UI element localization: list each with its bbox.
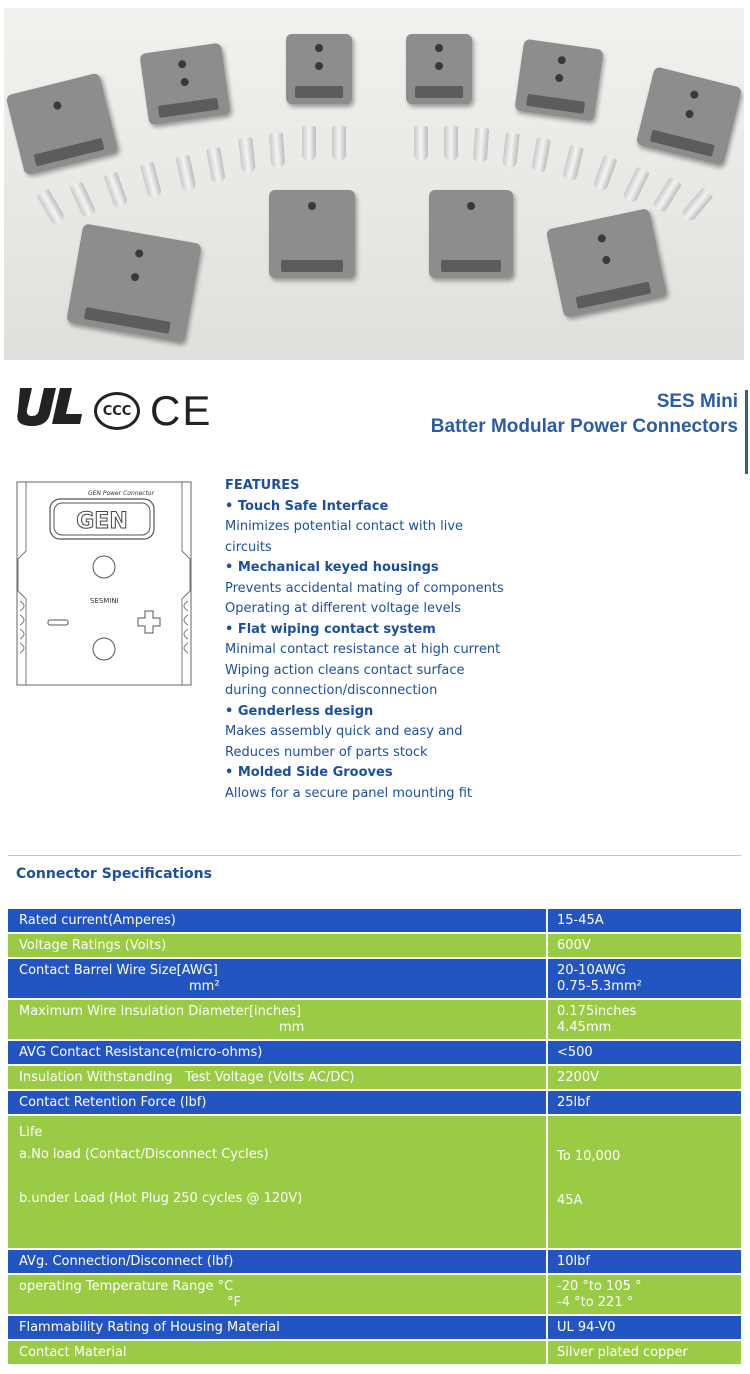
- product-title: [431, 390, 738, 440]
- feature-line: circuits: [225, 539, 272, 555]
- contact-pin: [593, 155, 618, 192]
- spec-label: Contact Retention Force (lbf): [8, 1091, 546, 1114]
- contact-pin: [562, 145, 584, 181]
- table-row: [8, 959, 741, 998]
- feature-title: • Flat wiping contact system: [225, 621, 436, 637]
- features-list: [225, 476, 525, 804]
- contact-pin: [176, 155, 197, 191]
- contact-pin: [140, 162, 162, 198]
- connector-housing: [269, 190, 355, 278]
- spec-value: <500: [548, 1041, 741, 1064]
- contact-pin: [69, 182, 96, 219]
- feature-line: Wiping action cleans contact surface: [225, 662, 465, 678]
- spec-value: 15-45A: [548, 909, 741, 932]
- spec-label: AVG Contact Resistance(micro-ohms): [8, 1041, 546, 1064]
- contact-pin: [622, 167, 649, 204]
- feature-line: Minimizes potential contact with live: [225, 519, 464, 534]
- connector-housing: [514, 39, 603, 121]
- spec-label: Insulation Withstanding Test Voltage (Volts AC/DC): [8, 1066, 546, 1089]
- contact-pin: [681, 187, 714, 222]
- feature-line: during connection/disconnection: [225, 683, 438, 698]
- drawing-logo: GEN: [76, 509, 128, 534]
- feature-title: • Genderless design: [225, 703, 374, 719]
- ce-icon: CE: [150, 387, 213, 434]
- drawing-model-label: SESMINI: [90, 597, 119, 605]
- table-row: [8, 1091, 741, 1114]
- connector-housing: [6, 73, 119, 176]
- connector-housing: [139, 43, 230, 126]
- contact-pin: [206, 147, 226, 183]
- contact-pin: [502, 132, 519, 167]
- table-row: [8, 1341, 741, 1364]
- specs-table: [8, 909, 741, 1366]
- contact-pin: [36, 189, 65, 225]
- table-row: [8, 1041, 741, 1064]
- feature-line: Reduces number of parts stock: [225, 744, 428, 760]
- table-row: [8, 1000, 741, 1039]
- product-photo: [4, 8, 744, 360]
- contact-pin: [104, 172, 129, 209]
- connector-housing: [406, 34, 472, 104]
- spec-label: Flammability Rating of Housing Material: [8, 1316, 546, 1339]
- table-row: [8, 1275, 741, 1314]
- features-heading: FEATURES: [225, 478, 300, 493]
- product-title-line1: SES Mini: [656, 391, 738, 412]
- title-accent-bar: [745, 390, 748, 474]
- table-row: [8, 1250, 741, 1273]
- contact-pin: [332, 126, 346, 160]
- spec-value: 2200V: [548, 1066, 741, 1089]
- feature-line: Makes assembly quick and easy and: [225, 724, 463, 739]
- contact-pin: [652, 177, 682, 213]
- spec-value: 25lbf: [548, 1091, 741, 1114]
- spec-value: To 10,000 45A: [548, 1116, 741, 1248]
- feature-line: Prevents accidental mating of components: [225, 580, 504, 596]
- connector-housing: [286, 34, 352, 104]
- table-row: [8, 1316, 741, 1339]
- feature-title: • Mechanical keyed housings: [225, 560, 439, 575]
- spec-value: UL 94-V0: [548, 1316, 741, 1339]
- table-row: [8, 1116, 741, 1248]
- contact-pin: [473, 128, 489, 163]
- connector-housing: [66, 223, 202, 342]
- section-divider: [8, 855, 741, 856]
- contact-pin: [269, 133, 285, 168]
- spec-label: Contact Barrel Wire Size[AWG] mm²: [8, 959, 546, 998]
- connector-housing: [636, 66, 743, 165]
- spec-label: Maximum Wire Insulation Diameter[inches] mm: [8, 1000, 546, 1039]
- spec-label: Contact Material: [8, 1341, 546, 1364]
- drawing-caption: GEN Power Connector: [88, 490, 155, 497]
- table-row: [8, 1066, 741, 1089]
- connector-drawing-icon: [16, 481, 192, 686]
- connector-drawing: [16, 481, 192, 686]
- contact-pin: [414, 126, 428, 160]
- spec-value: -20 °to 105 ° -4 °to 221 °: [548, 1275, 741, 1314]
- spec-value: 10lbf: [548, 1250, 741, 1273]
- contact-pin: [531, 137, 551, 173]
- certification-marks: [16, 388, 212, 434]
- contact-pin: [238, 137, 255, 172]
- feature-title: • Touch Safe Interface: [225, 498, 389, 514]
- spec-value: Silver plated copper: [548, 1341, 741, 1364]
- spec-label: Voltage Ratings (Volts): [8, 934, 546, 957]
- connector-housing: [546, 208, 667, 318]
- table-row: [8, 909, 741, 932]
- spec-value: 600V: [548, 934, 741, 957]
- spec-label: AVg. Connection/Disconnect (lbf): [8, 1250, 546, 1273]
- product-title-line2: Batter Modular Power Connectors: [430, 416, 738, 437]
- feature-line: Operating at different voltage levels: [225, 601, 462, 616]
- contact-pin: [302, 126, 316, 160]
- spec-label: Rated current(Amperes): [8, 909, 546, 932]
- ccc-icon: CCC: [94, 392, 140, 430]
- connector-housing: [429, 190, 513, 278]
- specs-title: Connector Specifications: [16, 866, 212, 882]
- feature-title: • Molded Side Grooves: [225, 765, 393, 780]
- spec-label: operating Temperature Range °C °F: [8, 1275, 546, 1314]
- spec-value: 20-10AWG 0.75-5.3mm²: [548, 959, 741, 998]
- contact-pin: [444, 126, 458, 160]
- ul-recognized-icon: [16, 386, 84, 437]
- table-row: [8, 934, 741, 957]
- feature-line: Allows for a secure panel mounting fit: [225, 785, 472, 801]
- spec-value: 0.175inches 4.45mm: [548, 1000, 741, 1039]
- feature-line: Minimal contact resistance at high current: [225, 642, 501, 657]
- spec-label: Life a.No load (Contact/Disconnect Cycles) b.under Load (Hot Plug 250 cycles @ 120V): [8, 1116, 546, 1248]
